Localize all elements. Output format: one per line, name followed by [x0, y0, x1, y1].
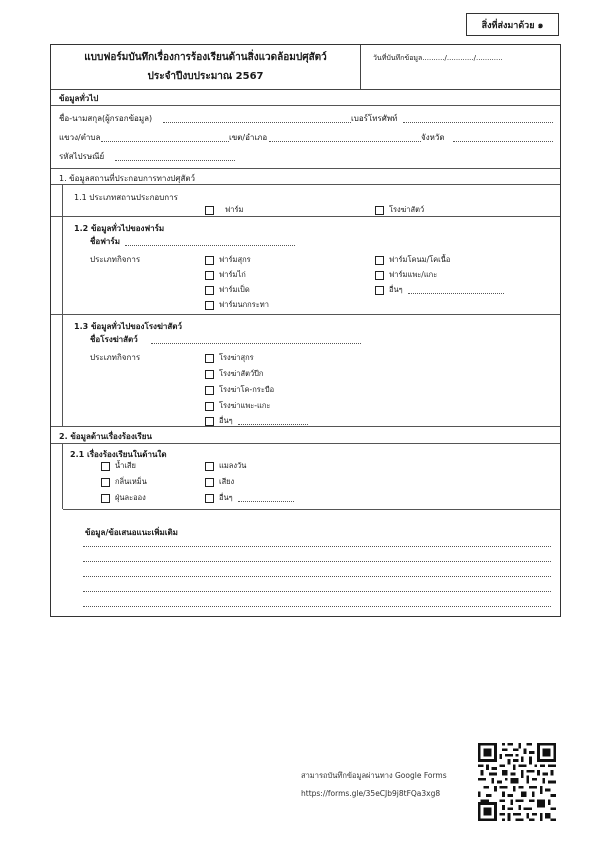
general-info-fields	[51, 106, 560, 169]
option-cattle-farm[interactable]: ฟาร์มโคนม/โคเนื้อ	[375, 254, 450, 266]
option-quail-farm[interactable]: ฟาร์มนกกระทา	[205, 299, 269, 311]
other-complaint-field[interactable]	[238, 494, 294, 502]
other-farm-field[interactable]	[408, 286, 504, 294]
option-duck-farm[interactable]: ฟาร์มเป็ด	[205, 284, 250, 296]
option-flies[interactable]: แมลงวัน	[205, 460, 246, 472]
indent-line	[62, 185, 63, 217]
attachment-tag: สิ่งที่ส่งมาด้วย ๑	[466, 13, 559, 36]
subdistrict-field[interactable]	[101, 141, 229, 142]
section1-1	[51, 185, 560, 217]
option-noise[interactable]: เสียง	[205, 476, 234, 488]
option-pig-slaughter[interactable]: โรงฆ่าสุกร	[205, 352, 254, 364]
farm-business-type-label: ประเภทกิจการ	[90, 255, 141, 264]
option-other-slaughter[interactable]: อื่นๆ	[205, 415, 308, 427]
checkbox[interactable]	[375, 206, 384, 215]
section1-2	[51, 217, 560, 315]
option-poultry-slaughter[interactable]: โรงฆ่าสัตว์ปีก	[205, 368, 263, 380]
other-slaughter-field[interactable]	[238, 417, 308, 425]
form-title-line1: แบบฟอร์มบันทึกเรื่องการร้องเรียนด้านสิ่งแวดล้อมปศุสัตว์	[84, 52, 327, 63]
notes-line[interactable]	[83, 546, 551, 547]
checkbox[interactable]	[205, 206, 214, 215]
indent-line	[62, 444, 63, 509]
option-odor[interactable]: กลิ่นเหม็น	[101, 476, 147, 488]
section2-title: 2. ข้อมูลด้านเรื่องร้องเรียน	[59, 432, 152, 441]
s12-label: 1.2 ข้อมูลทั่วไปของฟาร์ม	[74, 224, 165, 233]
slaughter-business-type-label: ประเภทกิจการ	[90, 353, 141, 362]
section2-header	[51, 427, 560, 444]
slaughter-name-field[interactable]	[151, 343, 361, 344]
option-dust[interactable]: ฝุ่นละออง	[101, 492, 146, 504]
option-goat-farm[interactable]: ฟาร์มแพะ/แกะ	[375, 269, 437, 281]
section2-body	[51, 444, 560, 616]
notes-line[interactable]	[83, 591, 551, 592]
phone-label: เบอร์โทรศัพท์	[351, 114, 398, 123]
notes-line[interactable]	[83, 561, 551, 562]
option-pig-farm[interactable]: ฟาร์มสุกร	[205, 254, 251, 266]
divider	[63, 509, 560, 510]
postcode-field[interactable]	[115, 160, 235, 161]
option-other-farm[interactable]: อื่นๆ	[375, 284, 504, 296]
province-label: จังหวัด	[421, 133, 445, 142]
district-label: เขต/อำเภอ	[229, 133, 268, 142]
slaughter-name-label: ชื่อโรงฆ่าสัตว์	[90, 335, 138, 344]
postcode-label: รหัสไปรษณีย์	[59, 152, 105, 161]
notes-line[interactable]	[83, 606, 551, 607]
form-title	[51, 45, 361, 90]
notes-line[interactable]	[83, 576, 551, 577]
record-date-field[interactable]: วันที่บันทึกข้อมูล........../............/............	[373, 54, 503, 62]
s21-label: 2.1 เรื่องร้องเรียนในด้านใด	[70, 450, 167, 459]
farm-name-field[interactable]	[125, 245, 295, 246]
option-wastewater[interactable]: น้ำเสีย	[101, 460, 136, 472]
section1-3	[51, 315, 560, 427]
indent-line	[62, 217, 63, 315]
complaint-form	[50, 44, 561, 617]
option-slaughterhouse[interactable]: โรงฆ่าสัตว์	[375, 204, 424, 216]
name-field[interactable]	[163, 122, 351, 123]
notes-label: ข้อมูล/ข้อเสนอแนะเพิ่มเติม	[85, 528, 178, 537]
section1-title: 1. ข้อมูลสถานที่ประกอบการทางปศุสัตว์	[59, 174, 196, 183]
subdistrict-label: แขวง/ตำบล	[59, 133, 101, 142]
footer-note: สามารถบันทึกข้อมูลผ่านทาง Google Forms	[301, 771, 447, 780]
option-other-complaint[interactable]: อื่นๆ	[205, 492, 294, 504]
indent-line	[62, 315, 63, 427]
option-cattle-slaughter[interactable]: โรงฆ่าโค-กระบือ	[205, 384, 274, 396]
farm-name-label: ชื่อฟาร์ม	[90, 237, 120, 246]
option-farm[interactable]: ฟาร์ม	[205, 204, 244, 216]
s13-label: 1.3 ข้อมูลทั่วไปของโรงฆ่าสัตว์	[74, 322, 182, 331]
footer-url[interactable]: https://forms.gle/35eCJb9j8tFQa3xg8	[301, 789, 441, 798]
general-info-header	[51, 90, 560, 106]
form-header	[51, 45, 560, 90]
province-field[interactable]	[453, 141, 553, 142]
general-info-title: ข้อมูลทั่วไป	[59, 94, 99, 103]
option-chicken-farm[interactable]: ฟาร์มไก่	[205, 269, 246, 281]
phone-field[interactable]	[403, 122, 553, 123]
district-field[interactable]	[269, 141, 421, 142]
section1-header	[51, 169, 560, 185]
name-label: ชื่อ-นามสกุล(ผู้กรอกข้อมูล)	[59, 114, 153, 123]
s11-label: 1.1 ประเภทสถานประกอบการ	[74, 193, 178, 202]
form-title-line2: ประจำปีงบประมาณ 2567	[147, 71, 264, 82]
option-goat-slaughter[interactable]: โรงฆ่าแพะ-แกะ	[205, 400, 270, 412]
qr-code[interactable]	[478, 743, 556, 821]
